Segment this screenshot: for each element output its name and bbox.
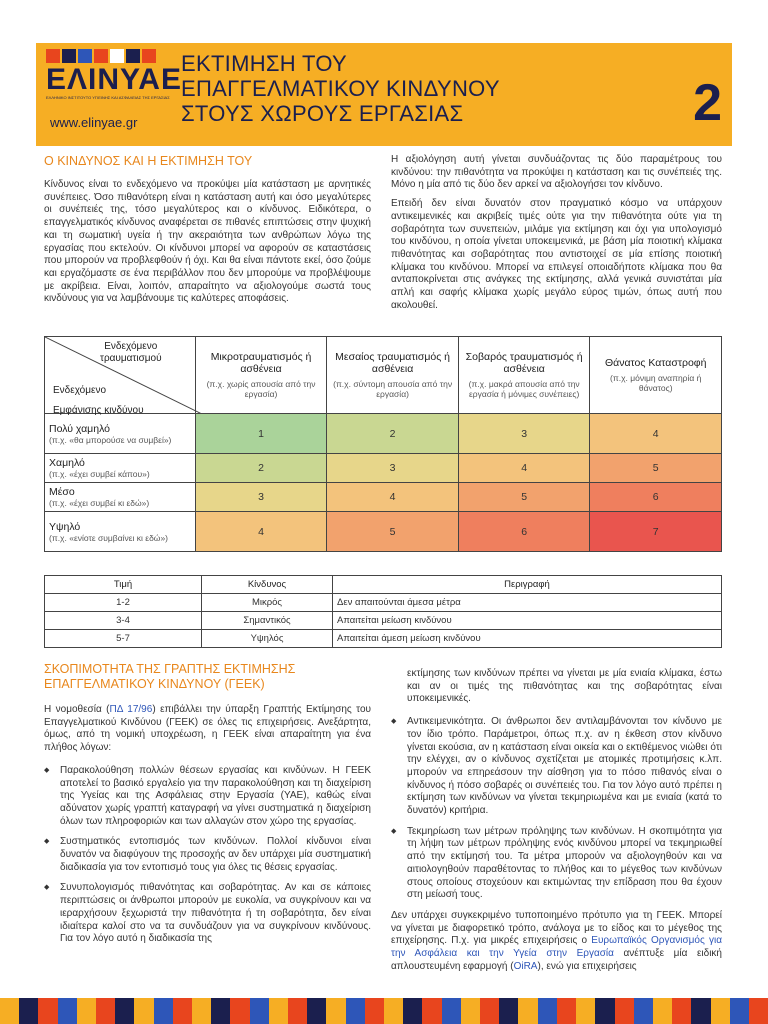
decor-block	[154, 998, 173, 1024]
risk-cell: 3	[327, 454, 459, 483]
reasons-list-continued	[391, 716, 722, 902]
list-item: ◆ Συνυπολογισμός πιθανότητας και σοβαρότητας. Αν και σε κάποιες περιπτώσεις οι άνθρωποι μπορούν με ευκολία, να συγκρίνουν και να ιεραρχήσουν ξεχωριστά την πιθανότητα ή τη σοβαρότητα, δεν είναι ιδιαίτερα καλοί στο να τα συνδυάζουν για να συγκρίνουν κινδύνους. Για τον λόγο αυτό η διαδικασία της	[44, 882, 371, 946]
risk-cell: 6	[458, 512, 590, 552]
legend-value: 3-4	[45, 612, 202, 630]
section2-left-column	[44, 662, 371, 954]
header-band	[36, 43, 732, 146]
decor-block	[730, 998, 749, 1024]
risk-cell: 5	[327, 512, 459, 552]
decor-block	[307, 998, 326, 1024]
section2-heading: ΣΚΟΠΙΜΟΤΗΤΑ ΤΗΣ ΓΡΑΠΤΗΣ ΕΚΤΙΜΗΣΗΣ ΕΠΑΓΓΕΛΜΑΤΙΚΟΥ ΚΙΝΔΥΝΟΥ (ΓΕΕΚ)	[44, 662, 296, 691]
decor-block	[365, 998, 384, 1024]
legend-header: Περιγραφή	[333, 576, 722, 594]
decor-block	[403, 998, 422, 1024]
matrix-col-header	[458, 337, 590, 414]
decor-block	[749, 998, 768, 1024]
matrix-col-header	[590, 337, 722, 414]
decor-block	[691, 998, 710, 1024]
risk-cell: 4	[327, 483, 459, 512]
risk-legend-table	[44, 575, 722, 648]
risk-cell: 4	[195, 512, 327, 552]
risk-cell: 7	[590, 512, 722, 552]
title-line: ΕΚΤΙΜΗΣΗ ΤΟΥ	[181, 51, 348, 76]
decor-block	[38, 998, 57, 1024]
decor-block	[518, 998, 537, 1024]
legend-header: Κίνδυνος	[202, 576, 333, 594]
decor-block	[384, 998, 403, 1024]
corner-top-label: Ενδεχόμενο τραυματισμού	[100, 341, 162, 364]
row-header: Χαμηλό (π.χ. «έχει συμβεί κάπου»)	[45, 454, 196, 483]
risk-cell: 2	[195, 454, 327, 483]
logo-subtitle: ΕΛΛΗΝΙΚΟ ΙΝΣΤΙΤΟΥΤΟ ΥΓΙΕΙΝΗΣ ΚΑΙ ΑΣΦΑΛΕΙΑΣ ΤΗΣ ΕΡΓΑΣΙΑΣ	[46, 95, 170, 100]
legend-value: 5-7	[45, 630, 202, 648]
risk-cell: 4	[590, 414, 722, 454]
col-subtitle: (π.χ. χωρίς απουσία από την εργασία)	[206, 379, 316, 399]
risk-cell: 5	[590, 454, 722, 483]
legend-row	[45, 630, 722, 648]
decor-block	[442, 998, 461, 1024]
closing-paragraph: Δεν υπάρχει συγκεκριμένο τυποποιημένο πρότυπο για τη ΓΕΕΚ. Μπορεί να γίνεται με διαφορετικό τρόπο, ανάλογα με το είδος και το μέγεθος της επιχείρησης. Π.χ. για μικρές επιχειρήσεις ο Ευρωπαϊκός Οργανισμός για την Ασφάλεια και την Υγεία στην Εργασία ανέπτυξε μία ειδική απλουστευμένη εφαρμογή (OiRA), ενώ για επιχειρήσεις	[391, 909, 723, 972]
website-link[interactable]: www.elinyae.gr	[50, 115, 138, 130]
section1-heading: Ο ΚΙΝΔΥΝΟΣ ΚΑΙ Η ΕΚΤΙΜΗΣΗ ΤΟΥ	[44, 154, 253, 168]
decor-block	[346, 998, 365, 1024]
list-item: ◆ Παρακολούθηση πολλών θέσεων εργασίας και κινδύνων. Η ΓΕΕΚ αποτελεί το βασικό εργαλείο για την παρακολούθηση και τη διαχείριση της Υγείας και της Ασφάλειας στην Εργασία (ΥΑΕ), καθώς είναι αδύνατον χωρίς γραπτή καταγραφή να γίνει συστηματικά η διαχείριση όλων των πληροφοριών και των αλλαγών στον χώρο της εργασίας.	[44, 765, 371, 829]
decor-block	[230, 998, 249, 1024]
decor-block	[634, 998, 653, 1024]
matrix-row	[45, 454, 722, 483]
matrix-row	[45, 414, 722, 454]
legend-header: Τιμή	[45, 576, 202, 594]
matrix-corner-cell	[45, 337, 196, 414]
section2-intro: Η νομοθεσία (ΠΔ 17/96) επιβάλλει την ύπαρξη Γραπτής Εκτίμησης του Επαγγελματικού Κινδύνου (ΓΕΕΚ) σε όλες τις επιχειρήσεις. Ανεξάρτητα, όμως, από τη νομική υποχρέωση, η ΓΕΕΚ είναι απαραίτητη για ένα πλήθος λόγων:	[44, 704, 372, 754]
decor-block	[615, 998, 634, 1024]
logo-text: ΕΛΙΝΥΑΕ	[46, 63, 182, 96]
risk-cell: 3	[458, 414, 590, 454]
section1-right-paragraph-1: Η αξιολόγηση αυτή γίνεται συνδυάζοντας τις δύο παραμέτρους του κινδύνου: την πιθανότητα να προκύψει η κατάσταση και τις συνέπειές της. Μόνο η μία από τις δύο δεν αρκεί να αξιολογήσει τον κίνδυνο.	[391, 154, 722, 191]
decorative-footer-band	[0, 998, 768, 1024]
decor-block	[499, 998, 518, 1024]
decor-block	[461, 998, 480, 1024]
list-item: ◆ Τεκμηρίωση των μέτρων πρόληψης των κινδύνων. Η σκοπιμότητα για τη λήψη των μέτρων πρόληψης ενός κινδύνου μπορεί να τεκμηριωθεί από την εκτίμησή του. Τα μέτρα μπορούν να αξιολογηθούν και να αιτιολογηθούν παραθέτοντας το πλήθος και το μέγεθος των κινδύνων στους οποίους στοχεύουν και εκτιμώντας την επίδραση που θα έχουν στη μείωσή τους.	[391, 826, 722, 902]
decor-block	[576, 998, 595, 1024]
decor-block	[173, 998, 192, 1024]
col-title: Σοβαρός τραυματισμός ή ασθένεια	[465, 351, 583, 375]
legend-value: 1-2	[45, 594, 202, 612]
col-subtitle: (π.χ. σύντομη απουσία από την εργασία)	[333, 379, 453, 399]
decor-block	[595, 998, 614, 1024]
legend-risk: Υψηλός	[202, 630, 333, 648]
section1-right-column	[391, 154, 722, 318]
legend-risk: Σημαντικός	[202, 612, 333, 630]
section2-right-column	[391, 668, 722, 979]
eu-osha-link[interactable]: Ευρωπαϊκός Οργανισμός για την Ασφάλεια και την Υγεία στην Εργασία	[391, 935, 723, 960]
col-subtitle: (π.χ. μακρά απουσία από την εργασία ή μόνιμες συνέπειες)	[468, 379, 580, 399]
risk-cell: 4	[458, 454, 590, 483]
decor-block	[134, 998, 153, 1024]
decor-block	[557, 998, 576, 1024]
col-subtitle: (π.χ. μόνιμη αναπηρία ή θάνατος)	[610, 373, 702, 393]
decor-block	[0, 998, 19, 1024]
decor-block	[538, 998, 557, 1024]
decor-block	[672, 998, 691, 1024]
matrix-row	[45, 483, 722, 512]
title-line: ΕΠΑΓΓΕΛΜΑΤΙΚΟΥ ΚΙΝΔΥΝΟΥ	[181, 76, 500, 101]
matrix-row	[45, 512, 722, 552]
decor-block	[96, 998, 115, 1024]
decor-block	[288, 998, 307, 1024]
title-line: ΣΤΟΥΣ ΧΩΡΟΥΣ ΕΡΓΑΣΙΑΣ	[181, 101, 464, 126]
decor-block	[269, 998, 288, 1024]
list-item: ◆ Αντικειμενικότητα. Οι άνθρωποι δεν αντιλαμβάνονται τον κίνδυνο με τον ίδιο τρόπο. Παράμετροι, όπως π.χ. αν η έκθεση στον κίνδυνο γίνεται εκούσια, αν η κατάσταση είναι οικεία και ο εκτιθέμενος νιώθει ότι την ελέγχει, αν ο κίνδυνος σχετίζεται με ατομικές προτιμήσεις κ.λπ. μπορούν να επηρεάσουν την αίσθηση για το πόσο πιθανός είναι ο κίνδυνος ή πόσο σοβαρές οι συνέπειές του. Για τον λόγο αυτό πρέπει η εκτίμηση των κινδύνων να γίνεται τεκμηριωμένα και με ενιαία (κατά το δυνατόν) κριτήρια.	[391, 716, 722, 818]
legend-row	[45, 594, 722, 612]
section1-right-paragraph-2: Επειδή δεν είναι δυνατόν στον πραγματικό κόσμο να υπάρχουν αντικειμενικές και ακριβείς τιμές ούτε για την πιθανότητα ούτε για τη σοβαρότητα των συνεπειών, μιλάμε για εκτίμηση και όχι για υπολογισμό του κινδύνου, η οποία γίνεται υποκειμενικά, με βάση μία ποιοτική κλίμακα πιθανότητας και σοβαρότητας που αντιστοιχεί σε μία επίσης ποιοτική κλίμακα του κινδύνου. Μπορεί να επιλεγεί οποιαδήποτε κλίμακα που θα ανταποκρίνεται στις ανάγκες της εκτίμησης, αλλά γενικά συνιστάται μία απλή και σαφής κλίμακα χωρίς μεγάλο εύρος τιμών, όπως αυτή που ακολουθεί.	[391, 198, 722, 311]
logo-stripes	[46, 49, 156, 63]
legend-row	[45, 612, 722, 630]
col-title: Μεσαίος τραυματισμός ή ασθένεια	[335, 351, 451, 375]
risk-cell: 2	[327, 414, 459, 454]
risk-cell: 5	[458, 483, 590, 512]
matrix-col-header	[195, 337, 327, 414]
legend-description: Απαιτείται άμεση μείωση κινδύνου	[333, 630, 722, 648]
decor-block	[211, 998, 230, 1024]
risk-cell: 3	[195, 483, 327, 512]
row-header: Υψηλό (π.χ. «ενίοτε συμβαίνει κι εδώ»)	[45, 512, 196, 552]
decor-block	[192, 998, 211, 1024]
decor-block	[326, 998, 345, 1024]
section1-left-column	[44, 154, 371, 312]
decor-block	[250, 998, 269, 1024]
legend-description: Δεν απαιτούνται άμεσα μέτρα	[333, 594, 722, 612]
decor-block	[653, 998, 672, 1024]
pd-17-96-link[interactable]: ΠΔ 17/96	[109, 704, 153, 715]
decor-block	[58, 998, 77, 1024]
decor-block	[115, 998, 134, 1024]
legend-risk: Μικρός	[202, 594, 333, 612]
row-header: Μέσο (π.χ. «έχει συμβεί κι εδώ»)	[45, 483, 196, 512]
corner-bottom-label: Ενδεχόμενο Εμφάνισης κινδύνου	[53, 385, 144, 416]
elinyae-logo[interactable]	[46, 49, 182, 111]
sheet-number: 2	[693, 74, 722, 132]
row-header: Πολύ χαμηλό (π.χ. «θα μπορούσε να συμβεί»)	[45, 414, 196, 454]
matrix-col-header	[327, 337, 459, 414]
decor-block	[422, 998, 441, 1024]
decor-block	[480, 998, 499, 1024]
page-title	[181, 51, 500, 126]
risk-matrix-table	[44, 336, 722, 552]
decor-block	[711, 998, 730, 1024]
oira-link[interactable]: OiRA	[513, 960, 538, 972]
risk-cell: 1	[195, 414, 327, 454]
col-title: Θάνατος Καταστροφή	[604, 357, 707, 369]
risk-cell: 6	[590, 483, 722, 512]
reasons-list	[44, 765, 371, 946]
continued-text: εκτίμησης των κινδύνων πρέπει να γίνεται με μία ενιαία κλίμακα, έστω και αν οι τιμές της πιθανότητας και της σοβαρότητας είναι υποκειμενικές.	[407, 668, 722, 705]
col-title: Μικροτραυματισμός ή ασθένεια	[210, 351, 312, 375]
legend-description: Απαιτείται μείωση κινδύνου	[333, 612, 722, 630]
list-item: ◆ Συστηματικός εντοπισμός των κινδύνων. Πολλοί κίνδυνοι είναι δυνατόν να διαφύγουν της προσοχής αν δεν υπάρχει μία συστηματική διαδικασία για τον εντοπισμό τους για όλες τις θέσεις εργασίας.	[44, 836, 371, 874]
decor-block	[77, 998, 96, 1024]
section1-paragraph: Κίνδυνος είναι το ενδεχόμενο να προκύψει μία κατάσταση με αρνητικές συνέπειες. Όσο πιθανότερη είναι η κατάσταση αυτή και όσο μεγαλύτερες οι συνέπειές της, τόσο μεγαλύτερος και ο κίνδυνος. Ειδικότερα, ο επαγγελματικός κίνδυνος αναφέρεται σε πιθανές επιπτώσεις στην ψυχική και τη σωματική υγεία ή την ακεραιότητα των ανθρώπων λόγω της εργασίας που εκτελούν. Οι κίνδυνοι μπορεί να αφορούν σε καταστάσεις που μπορούν να προβλεφθούν ή όχι. Και θα είναι πάντοτε εκεί, όσο ζούμε και εργαζόμαστε σε ένα περιβάλλον που δεν μπορούμε να προβλέψουμε με ακρίβεια. Είναι, λοιπόν, απαραίτητο να αξιολογούμε σωστά τους κινδύνους για να λαμβάνουμε τις καλύτερες αποφάσεις.	[44, 179, 371, 305]
decor-block	[19, 998, 38, 1024]
